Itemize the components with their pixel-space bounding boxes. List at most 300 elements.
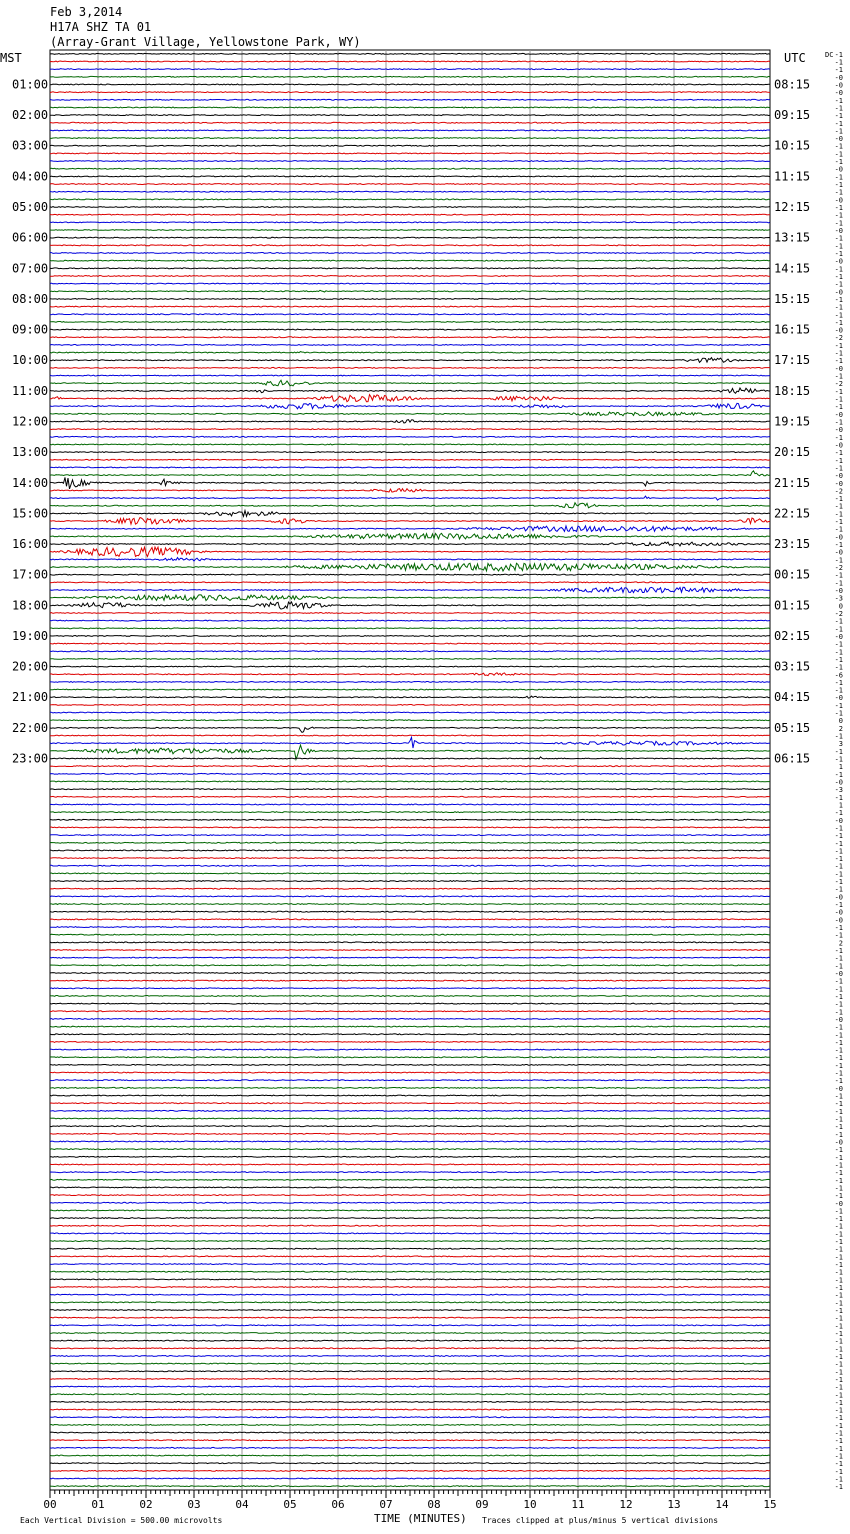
dc-offset: -0	[834, 893, 843, 902]
trace-row	[50, 1118, 770, 1119]
dc-offset: -1	[834, 640, 843, 649]
dc-offset: -1	[834, 855, 843, 864]
x-tick-label: 03	[187, 1498, 201, 1511]
trace-row	[50, 1003, 770, 1004]
mst-label: 17:00	[12, 567, 49, 582]
trace-row	[50, 122, 770, 123]
dc-offset: -1	[834, 395, 843, 404]
dc-offset: -1	[834, 1238, 843, 1247]
trace-row	[50, 477, 770, 489]
trace-row	[50, 737, 770, 748]
dc-offset: -1	[834, 931, 843, 940]
trace-row	[50, 322, 770, 323]
trace-row	[50, 444, 770, 445]
trace-row	[50, 260, 770, 261]
trace-row	[50, 1072, 770, 1073]
plot-frame	[50, 50, 770, 1490]
trace-row	[50, 574, 770, 575]
trace-row	[50, 1225, 770, 1226]
dc-offset: -0	[834, 89, 843, 98]
trace-row	[50, 511, 770, 517]
trace-row	[50, 436, 770, 437]
dc-offset: -1	[834, 885, 843, 894]
dc-offset: -1	[834, 824, 843, 833]
dc-offset: -1	[834, 357, 843, 366]
trace-row	[50, 766, 770, 767]
trace-row	[50, 696, 770, 698]
trace-row	[50, 1233, 770, 1234]
dc-offset: -2	[834, 564, 843, 573]
trace-row	[50, 145, 770, 146]
dc-offset: -1	[834, 541, 843, 550]
trace-row	[50, 542, 770, 546]
trace-row	[50, 1126, 770, 1127]
mst-label: 06:00	[12, 230, 49, 245]
trace-row	[50, 222, 770, 223]
trace-row	[50, 827, 770, 828]
utc-label: 21:15	[774, 475, 811, 490]
trace-row	[50, 1019, 770, 1020]
trace-row	[50, 673, 770, 676]
trace-row	[50, 69, 770, 70]
trace-row	[50, 1432, 770, 1433]
mst-label: 20:00	[12, 659, 49, 674]
trace-row	[50, 613, 770, 614]
trace-row	[50, 812, 770, 813]
dc-offset: -1	[834, 1414, 843, 1423]
trace-row	[50, 299, 770, 300]
mst-label: 11:00	[12, 383, 49, 398]
x-tick-label: 04	[235, 1498, 249, 1511]
dc-offset: -2	[834, 380, 843, 389]
trace-row	[50, 1294, 770, 1295]
dc-offset: -1	[834, 1322, 843, 1331]
trace-row	[50, 526, 770, 532]
trace-row	[50, 1455, 770, 1456]
dc-offset: -1	[834, 985, 843, 994]
dc-offset: -0	[834, 908, 843, 917]
dc-offset: -1	[834, 525, 843, 534]
trace-row	[50, 99, 770, 100]
trace-row	[50, 496, 770, 500]
dc-offset: -1	[834, 1467, 843, 1476]
trace-row	[50, 199, 770, 200]
utc-label: 16:15	[774, 322, 811, 337]
trace-row	[50, 1379, 770, 1380]
dc-offset: -1	[834, 303, 843, 312]
dc-offset: -1	[834, 1192, 843, 1201]
trace-row	[50, 467, 770, 468]
dc-offset: -1	[834, 1146, 843, 1155]
mst-label: 12:00	[12, 414, 49, 429]
dc-offset: -1	[834, 663, 843, 672]
seismogram-traces	[50, 53, 770, 1486]
trace-row	[50, 904, 770, 905]
dc-offset: -1	[834, 1345, 843, 1354]
dc-offset: -0	[834, 441, 843, 450]
dc-offset: -1	[834, 318, 843, 327]
dc-offset: -1	[834, 1115, 843, 1124]
footer	[20, 1512, 718, 1525]
x-tick-label: 13	[667, 1498, 681, 1511]
trace-row	[50, 547, 770, 556]
dc-offset: -0	[834, 694, 843, 703]
dc-offset: -1	[834, 732, 843, 741]
utc-label: 19:15	[774, 414, 811, 429]
dc-offset: -1	[834, 449, 843, 458]
dc-offset: -1	[834, 1176, 843, 1185]
trace-row	[50, 1202, 770, 1203]
trace-row	[50, 1447, 770, 1448]
trace-row	[50, 1095, 770, 1096]
trace-row	[50, 314, 770, 315]
dc-offset: -0	[834, 969, 843, 978]
dc-offset: -1	[834, 1031, 843, 1040]
x-tick-label: 05	[283, 1498, 297, 1511]
dc-offset: -1	[834, 1107, 843, 1116]
trace-row	[50, 153, 770, 154]
trace-row	[50, 636, 770, 637]
trace-row	[50, 1087, 770, 1088]
mst-hour-labels	[12, 77, 48, 765]
plot-date: Feb 3,2014	[50, 5, 123, 19]
dc-offset: -1	[834, 1475, 843, 1484]
trace-row	[50, 745, 770, 759]
x-tick-label: 08	[427, 1498, 441, 1511]
trace-row	[50, 934, 770, 935]
station-code: H17A SHZ TA 01	[50, 20, 152, 34]
dc-offset: -1	[834, 1000, 843, 1009]
dc-offset: -1	[834, 832, 843, 841]
trace-row	[50, 896, 770, 897]
trace-row	[50, 942, 770, 943]
trace-row	[50, 1402, 770, 1403]
trace-row	[50, 452, 770, 453]
dc-offset: -0	[834, 632, 843, 641]
dc-offset: -1	[834, 181, 843, 190]
grid-lines	[98, 50, 722, 1490]
trace-row	[50, 1241, 770, 1242]
trace-row	[50, 666, 770, 667]
mst-label: 19:00	[12, 628, 49, 643]
dc-offset: -1	[834, 1038, 843, 1047]
utc-label: 12:15	[774, 200, 811, 215]
dc-offset: -1	[834, 992, 843, 1001]
trace-row	[50, 911, 770, 912]
trace-row	[50, 1348, 770, 1349]
dc-offset: -1	[834, 1360, 843, 1369]
dc-offset: -1	[834, 295, 843, 304]
dc-offset: -0	[834, 587, 843, 595]
dc-offset: -1	[834, 770, 843, 779]
dc-offset: -1	[834, 219, 843, 228]
dc-offset: -1	[834, 280, 843, 289]
trace-row	[50, 957, 770, 958]
trace-row	[50, 352, 770, 353]
scale-note: Each Vertical Division = 500.00 microvolts	[20, 1516, 223, 1525]
dc-offset: -1	[834, 878, 843, 887]
utc-label: 22:15	[774, 506, 811, 521]
dc-offset: -1	[834, 701, 843, 710]
dc-offset: -1	[834, 418, 843, 427]
trace-row	[50, 214, 770, 215]
utc-label: 03:15	[774, 659, 811, 674]
dc-offset: -1	[834, 119, 843, 128]
dc-offset: -1	[834, 1046, 843, 1055]
dc-offset: -3	[834, 786, 843, 795]
dc-offset: 2	[838, 724, 843, 733]
dc-offset: -1	[834, 1008, 843, 1017]
trace-row	[50, 773, 770, 774]
mst-label: 05:00	[12, 200, 49, 215]
dc-offset: -0	[834, 165, 843, 174]
trace-row	[50, 996, 770, 997]
dc-offset: 0	[838, 717, 843, 726]
trace-row	[50, 1172, 770, 1173]
trace-row	[50, 804, 770, 805]
trace-row	[50, 651, 770, 652]
dc-offset: -1	[834, 1383, 843, 1392]
trace-row	[50, 919, 770, 920]
dc-offset: -1	[834, 66, 843, 75]
dc-offset: -1	[834, 1398, 843, 1407]
mst-label: 18:00	[12, 598, 49, 613]
dc-offset: -1	[834, 1023, 843, 1032]
utc-label: 17:15	[774, 353, 811, 368]
dc-offset: -1	[834, 1329, 843, 1338]
trace-row	[50, 1386, 770, 1387]
trace-row	[50, 306, 770, 307]
trace-row	[50, 881, 770, 882]
dc-offset: -1	[834, 571, 843, 580]
mst-label: 15:00	[12, 506, 49, 521]
trace-row	[50, 403, 770, 409]
trace-row	[50, 268, 770, 269]
trace-row	[50, 1187, 770, 1188]
dc-offset: -0	[834, 81, 843, 90]
trace-row	[50, 835, 770, 836]
dc-offset: -1	[834, 403, 843, 412]
trace-row	[50, 420, 770, 423]
dc-offset: -1	[834, 1314, 843, 1323]
trace-row	[50, 84, 770, 85]
dc-offset: -1	[834, 924, 843, 933]
x-axis-title: TIME (MINUTES)	[374, 1512, 467, 1525]
mst-label: 16:00	[12, 537, 49, 552]
dc-offset: -1	[834, 387, 843, 396]
utc-label: 15:15	[774, 291, 811, 306]
utc-label: 01:15	[774, 598, 811, 613]
trace-row	[50, 888, 770, 889]
dc-offset: -1	[834, 1444, 843, 1453]
dc-offset: -1	[834, 50, 843, 59]
dc-offset: -1	[834, 127, 843, 136]
dc-offset: -0	[834, 73, 843, 82]
dc-offset: -1	[834, 1069, 843, 1078]
trace-row	[50, 471, 770, 476]
trace-row	[50, 558, 770, 561]
trace-row	[50, 980, 770, 981]
utc-label: 09:15	[774, 108, 811, 123]
trace-row	[50, 628, 770, 629]
trace-row	[50, 1486, 770, 1487]
dc-offset: -1	[834, 678, 843, 687]
trace-row	[50, 973, 770, 974]
trace-row	[50, 237, 770, 238]
trace-row	[50, 344, 770, 345]
dc-offset: -1	[834, 1153, 843, 1162]
dc-offset: -1	[834, 625, 843, 634]
trace-row	[50, 276, 770, 277]
utc-label: 23:15	[774, 537, 811, 552]
mst-label: 22:00	[12, 720, 49, 735]
dc-offset: -1	[834, 1092, 843, 1101]
dc-offset: -1	[834, 502, 843, 511]
x-tick-label: 14	[715, 1498, 729, 1511]
dc-offset: -1	[834, 173, 843, 182]
trace-row	[50, 1133, 770, 1134]
trace-row	[50, 191, 770, 192]
dc-offset: -1	[834, 1230, 843, 1239]
mst-label: 09:00	[12, 322, 49, 337]
trace-row	[50, 1470, 770, 1471]
dc-offset: -1	[834, 112, 843, 121]
trace-row	[50, 1049, 770, 1050]
dc-offset: -1	[834, 793, 843, 802]
mst-label: 23:00	[12, 751, 49, 766]
trace-row	[50, 796, 770, 797]
dc-offset: -1	[834, 947, 843, 955]
mst-label: 21:00	[12, 690, 49, 705]
dc-offset: -0	[834, 227, 843, 235]
dc-offset: -1	[834, 495, 843, 504]
dc-offset: -0	[834, 364, 843, 373]
trace-row	[50, 1057, 770, 1058]
trace-row	[50, 245, 770, 246]
trace-row	[50, 1164, 770, 1165]
dc-offset: -0	[834, 1199, 843, 1208]
dc-offset: -3	[834, 594, 843, 603]
trace-row	[50, 1179, 770, 1180]
trace-row	[50, 720, 770, 721]
dc-offset: -0	[834, 288, 843, 297]
trace-row	[50, 712, 770, 713]
dc-offset: -1	[834, 1352, 843, 1361]
dc-offset: -0	[834, 1015, 843, 1024]
dc-offset: -1	[834, 579, 843, 588]
x-tick-label: 11	[571, 1498, 585, 1511]
trace-row	[50, 1317, 770, 1318]
dc-offset: -1	[834, 1222, 843, 1231]
trace-row	[50, 1287, 770, 1288]
dc-offset: -1	[834, 1061, 843, 1070]
trace-row	[50, 988, 770, 989]
trace-row	[50, 1195, 770, 1196]
dc-offset: -1	[834, 1130, 843, 1139]
trace-row	[50, 643, 770, 644]
dc-offset: -1	[834, 272, 843, 281]
trace-row	[50, 1333, 770, 1334]
dc-offset: -1	[834, 1123, 843, 1132]
dc-offset: -1	[834, 1077, 843, 1086]
dc-offset: -0	[834, 196, 843, 205]
dc-offset: -1	[834, 1284, 843, 1293]
dc-offset: -0	[834, 1138, 843, 1147]
trace-row	[50, 176, 770, 177]
dc-offset: -1	[834, 1391, 843, 1400]
dc-offset: -1	[834, 188, 843, 197]
dc-offset: -1	[834, 655, 843, 664]
trace-row	[50, 1080, 770, 1081]
dc-offset: -0	[834, 257, 843, 266]
dc-offset: -1	[834, 862, 843, 871]
x-tick-label: 00	[43, 1498, 57, 1511]
x-tick-label: 09	[475, 1498, 489, 1511]
trace-row	[50, 582, 770, 583]
trace-row	[50, 1156, 770, 1157]
trace-row	[50, 850, 770, 851]
trace-row	[50, 168, 770, 169]
utc-label: 13:15	[774, 230, 811, 245]
dc-offset: 2	[838, 939, 843, 948]
trace-row	[50, 1141, 770, 1142]
trace-row	[50, 1256, 770, 1257]
trace-row	[50, 1026, 770, 1027]
dc-offset: -1	[834, 1406, 843, 1415]
dc-offset: -1	[834, 1245, 843, 1254]
dc-offset: -1	[834, 1460, 843, 1469]
dc-offset: -1	[834, 311, 843, 320]
trace-row	[50, 689, 770, 690]
dc-offset: -1	[834, 1291, 843, 1300]
trace-row	[50, 53, 770, 54]
utc-label: 04:15	[774, 690, 811, 705]
dc-offset: -1	[834, 648, 843, 657]
trace-row	[50, 161, 770, 162]
utc-hour-labels	[774, 77, 810, 765]
dc-offset: -1	[834, 234, 843, 243]
dc-offset: -1	[834, 265, 843, 274]
trace-row	[50, 842, 770, 843]
dc-offset: -1	[834, 1261, 843, 1270]
trace-row	[50, 76, 770, 77]
trace-row	[50, 865, 770, 866]
dc-offset: -1	[834, 1268, 843, 1277]
trace-row	[50, 1034, 770, 1035]
trace-row	[50, 1042, 770, 1043]
trace-row	[50, 329, 770, 330]
dc-offset: -1	[834, 104, 843, 113]
dc-offset: -1	[834, 1100, 843, 1109]
dc-offset: -1	[834, 901, 843, 910]
dc-offset: -1	[834, 1276, 843, 1285]
x-tick-label: 12	[619, 1498, 633, 1511]
trace-row	[50, 503, 770, 508]
trace-row	[50, 1463, 770, 1464]
trace-row	[50, 1478, 770, 1479]
dc-offset: -2	[834, 609, 843, 618]
trace-row	[50, 412, 770, 416]
dc-offset: -1	[834, 510, 843, 519]
clip-note: Traces clipped at plus/minus 5 vertical divisions	[482, 1516, 719, 1525]
trace-row	[50, 1310, 770, 1311]
utc-label: 20:15	[774, 445, 811, 460]
trace-row	[50, 1340, 770, 1341]
dc-offset: -1	[834, 686, 843, 695]
trace-row	[50, 1271, 770, 1272]
dc-offset: -1	[834, 1375, 843, 1384]
dc-offset: -0	[834, 426, 843, 435]
